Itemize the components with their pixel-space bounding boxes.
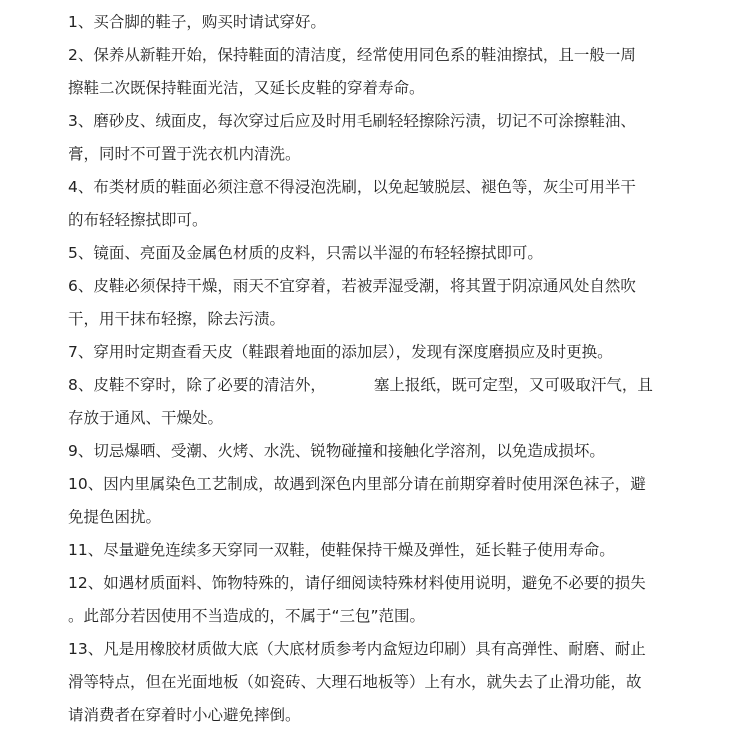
item-8-line-1: [68, 369, 680, 402]
item-7-line-1: 7、穿用时定期查看天皮（鞋跟着地面的添加层），发现有深度磨损应及时更换。: [68, 343, 613, 361]
item-4-line-2: 的布轻轻擦拭即可。: [68, 211, 208, 229]
item-3-line-2: 膏，同时不可置于洗衣机内清洗。: [68, 145, 301, 163]
item-2-line-1: 2、保养从新鞋开始，保持鞋面的清洁度，经常使用同色系的鞋油擦拭，且一般一周: [68, 46, 636, 64]
item-6-line-2: 干，用干抹布轻擦，除去污渍。: [68, 310, 286, 328]
item-2-line-2: 擦鞋二次既保持鞋面光洁，又延长皮鞋的穿着寿命。: [68, 79, 425, 97]
item-5-line-1: 5、镜面、亮面及金属色材质的皮料，只需以半湿的布轻轻擦拭即可。: [68, 244, 543, 262]
item-10-line-2: 免提色困扰。: [68, 508, 162, 526]
care-instructions: [68, 6, 680, 732]
item-13-line-3: 请消费者在穿着时小心避免摔倒。: [68, 706, 301, 724]
item-12-line-2: 。此部分若因使用不当造成的，不属于“三包”范围。: [68, 607, 426, 625]
item-9-line-1: 9、切忌爆晒、受潮、火烤、水洗、锐物碰撞和接触化学溶剂，以免造成损坏。: [68, 442, 605, 460]
item-13-line-1: 13、凡是用橡胶材质做大底（大底材质参考内盒短边印刷）具有高弹性、耐磨、耐止: [68, 640, 646, 658]
item-4-line-1: 4、布类材质的鞋面必须注意不得浸泡洗刷，以免起皱脱层、褪色等，灰尘可用半干: [68, 178, 636, 196]
item-1-line-1: 1、买合脚的鞋子，购买时请试穿好。: [68, 13, 326, 31]
item-12-line-1: 12、如遇材质面料、饰物特殊的，请仔细阅读特殊材料使用说明，避免不必要的损失: [68, 574, 646, 592]
item-8-line-1-tail: 塞上报纸，既可定型，又可吸取汗气，且: [373, 376, 653, 394]
item-10-line-1: 10、因内里属染色工艺制成，故遇到深色内里部分请在前期穿着时使用深色袜子，避: [68, 475, 646, 493]
item-3-line-1: 3、磨砂皮、绒面皮，每次穿过后应及时用毛刷轻轻擦除污渍，切记不可涂擦鞋油、: [68, 112, 636, 130]
item-13-line-2: 滑等特点，但在光面地板（如瓷砖、大理石地板等）上有水，就失去了止滑功能，故: [68, 673, 642, 691]
item-8-line-2: 存放于通风、干燥处。: [68, 409, 224, 427]
item-6-line-1: 6、皮鞋必须保持干燥，雨天不宜穿着，若被弄湿受潮，将其置于阴凉通风处自然吹: [68, 277, 636, 295]
item-8-line-1-head: 8、皮鞋不穿时，除了必要的清洁外，: [68, 376, 326, 394]
item-11-line-1: 11、尽量避免连续多天穿同一双鞋，使鞋保持干燥及弹性，延长鞋子使用寿命。: [68, 541, 615, 559]
